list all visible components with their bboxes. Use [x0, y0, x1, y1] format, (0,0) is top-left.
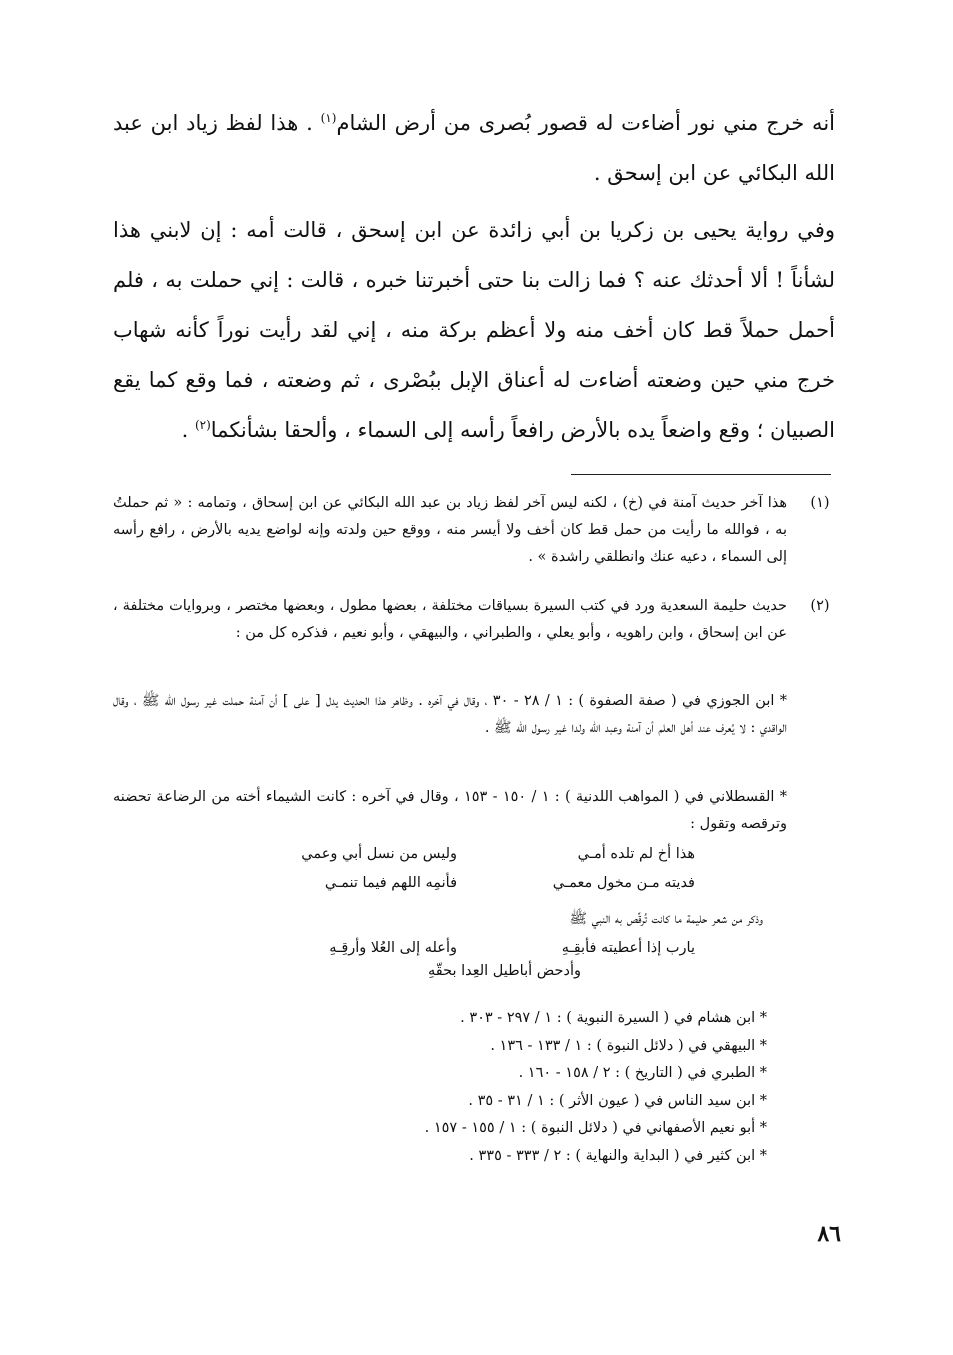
footnote-separator — [571, 474, 831, 475]
poem-hemistich: فأنمِه اللهم فيما تنمـي — [324, 875, 457, 891]
poem-intro: وذكر من شعر حليمة ما كانت تُرقِّص به النبي ﷺ — [569, 911, 763, 927]
reference-item: * أبو نعيم الأصفهاني في ( دلائل النبوة ) : ١ / ١٥٥ - ١٥٧ . — [424, 1120, 767, 1136]
source-ibn-aljawzi — [113, 688, 787, 742]
source-qastalani — [113, 784, 787, 838]
reference-item: * الطبري في ( التاريخ ) : ٢ / ١٥٨ - ١٦٠ . — [518, 1065, 767, 1081]
poem-verse — [267, 869, 695, 898]
reference-item: * ابن هشام في ( السيرة النبوية ) : ١ / ٢٩٧ - ٣٠٣ . — [460, 1010, 767, 1026]
reference-item: * ابن سيد الناس في ( عيون الأثر ) : ١ / ٣١ - ٣٥ . — [468, 1092, 767, 1109]
main-paragraph-1 — [113, 98, 835, 198]
reference-list — [425, 1005, 767, 1170]
reference-item: * البيهقي في ( دلائل النبوة ) : ١ / ١٣٣ - ١٣٦ . — [490, 1037, 767, 1054]
poem-verse — [267, 840, 695, 869]
main-paragraph-2-tail: . — [181, 418, 195, 442]
source-ibn-aljawzi-text: * ابن الجوزي في ( صفة الصفوة ) : ١ / ٢٨ - ٣٠ ، وقال في آخره . وظاهر هذا الحديث يدل [ على ] أن آمنة حملت غير رسول الله ﷺ ، وقال الواقدي : لا يُعرف عند أهل العلم أن آمنة وعبد الله ولدا غير رسول الله ﷺ . — [113, 693, 787, 736]
main-paragraph-2-text: وفي رواية يحيى بن زكريا بن أبي زائدة عن ابن إسحق ، قالت أمه : إن لابني هذا لشأناً ! ألا أحدثك عنه ؟ فما زالت بنا حتى أخبرتنا خبره ، قالت : إني حملت به ، فلم أحمل حملاً قط كان أخف منه ولا أعظم بركة منه ، إني لقد رأيت نوراً كأنه شهاب خرج مني حين وضعته أضاءت له أعناق الإبل ببُصْرى ، ثم وضعته ، فما وقع كما يقع الصبيان ؛ وقع واضعاً يده بالأرض رافعاً رأسه إلى السماء ، وألحقا بشأنكما — [113, 218, 835, 442]
footnote-ref-2[interactable]: (٢) — [194, 418, 211, 432]
poem-verse — [267, 934, 695, 963]
poem-hemistich: يارب إذا أعطيته فأبقِـهِ — [561, 940, 695, 956]
footnote-2-number: (٢) — [810, 598, 830, 614]
footnote-2 — [113, 593, 835, 647]
footnote-1-number: (١) — [810, 495, 830, 511]
footnote-1 — [113, 490, 835, 571]
footnote-2-text: حديث حليمة السعدية ورد في كتب السيرة بسياقات مختلفة ، بعضها مطول ، وبعضها مختصر ، وبروايات مختلفة ، عن ابن إسحاق ، وابن راهويه ، وأبو يعلي ، والطبراني ، والبيهقي ، وأبو نعيم ، فذكره كل من : — [113, 598, 787, 641]
footnote-ref-1[interactable]: (١) — [320, 111, 337, 125]
poem-shaima — [267, 840, 695, 898]
main-paragraph-2 — [113, 205, 835, 455]
poem-hemistich: وأعله إلى العُلا وأرقِـهِ — [329, 940, 457, 956]
page-number: ٨٦ — [817, 1221, 841, 1247]
poem-hemistich: وليس من نسل أبي وعمي — [301, 846, 457, 862]
reference-item: * ابن كثير في ( البداية والنهاية ) : ٢ / ٣٣٣ - ٣٣٥ . — [469, 1147, 767, 1164]
poem-halima — [267, 934, 695, 963]
poem-hemistich: فديته مـن مخول معمـي — [552, 875, 695, 891]
poem-last-line: وأدحض أباطيل العِدا بحقّهِ — [427, 963, 581, 979]
footnote-1-text: هذا آخر حديث آمنة في (خ) ، لكنه ليس آخر لفظ زياد بن عبد الله البكائي عن ابن إسحاق ، وتمامه : « ثم حملتُ به ، فوالله ما رأيت من حمل قط كان أخف ولا أيسر منه ، ووقع حين ولدته وإنه لواضع يديه بالأرض ، رافع رأسه إلى السماء ، دعيه عنك وانطلقي راشدة » . — [113, 495, 787, 565]
source-qastalani-text: * القسطلاني في ( المواهب اللدنية ) : ١ / ١٥٠ - ١٥٣ ، وقال في آخره : كانت الشيماء أخته من الرضاعة تحضنه وترقصه وتقول : — [113, 789, 787, 832]
poem-hemistich: هذا أخ لم تلده أمـي — [577, 846, 695, 862]
main-paragraph-1-text: أنه خرج مني نور أضاءت له قصور بُصرى من أرض الشام — [336, 111, 835, 135]
main-paragraph-1-tail: . هذا لفظ زياد ابن عبد الله البكائي عن ابن إسحق . — [113, 111, 835, 185]
